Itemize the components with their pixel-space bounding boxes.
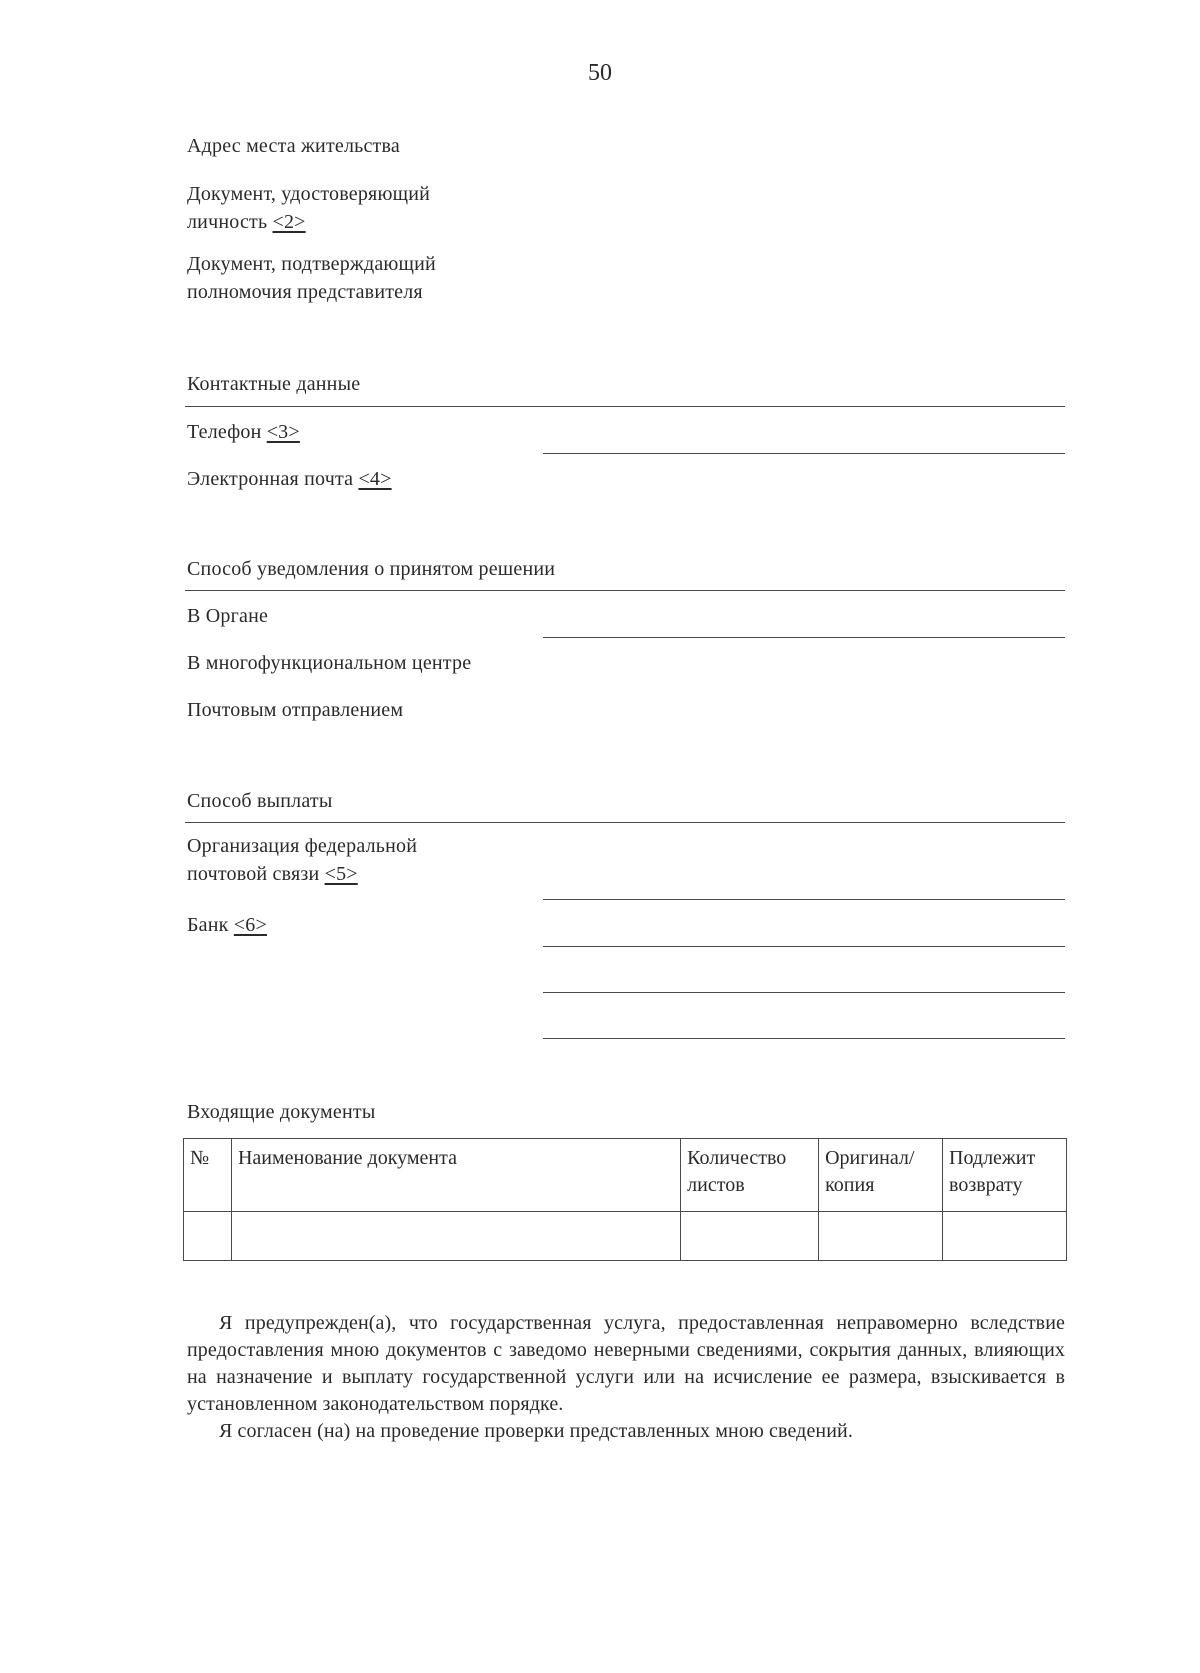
- incoming-docs-table: [183, 1138, 1067, 1261]
- footnote-ref-4[interactable]: <4>: [358, 468, 392, 490]
- footnote-ref-6[interactable]: <6>: [233, 914, 267, 936]
- table-header-row: [184, 1139, 1067, 1212]
- cell-original-copy[interactable]: [819, 1212, 943, 1261]
- notification-divider: [185, 590, 1065, 591]
- address-label: Адрес места жительства: [187, 135, 400, 157]
- payment-field-line-3[interactable]: [543, 992, 1065, 993]
- post-organization-label: [187, 832, 417, 888]
- notification-option-mail: Почтовым отправлением: [187, 699, 404, 721]
- phone-field-line[interactable]: [543, 453, 1065, 454]
- post-organization-line1: Организация федеральной: [187, 835, 418, 857]
- email-label: Электронная почта <4>: [187, 468, 392, 490]
- col-sheets-header: Количество листов: [681, 1139, 819, 1212]
- authority-document-label: [187, 250, 436, 306]
- cell-doc-name[interactable]: [231, 1212, 680, 1261]
- col-number-header: №: [184, 1139, 232, 1212]
- table-row[interactable]: [184, 1212, 1067, 1261]
- authority-document-line2: полномочия представителя: [187, 281, 423, 303]
- id-document-line1: Документ, удостоверяющий: [187, 183, 431, 205]
- notification-heading: Способ уведомления о принятом решении: [187, 558, 556, 580]
- payment-field-line-2[interactable]: [543, 946, 1065, 947]
- consent-paragraph: Я согласен (на) на проведение проверки представленных мною сведений.: [219, 1420, 853, 1442]
- authority-document-line1: Документ, подтверждающий: [187, 253, 436, 275]
- payment-divider: [185, 822, 1065, 823]
- notification-field-line[interactable]: [543, 637, 1065, 638]
- warning-paragraph: Я предупрежден(а), что государственная услуга, предоставленная неправомерно вследствие предоставления мною документов с заведомо неверными сведениями, сокрытия данных, влияющих на назначение и выплату государственной услуги или на исчисление ее размера, взыскивается в установленном законодательством порядке.: [187, 1312, 1065, 1415]
- col-return-header: Подлежит возврату: [943, 1139, 1067, 1212]
- footnote-ref-2[interactable]: <2>: [272, 211, 306, 233]
- notification-option-mfc: В многофункциональном центре: [187, 652, 472, 674]
- payment-field-line-4[interactable]: [543, 1038, 1065, 1039]
- col-doc-name-header: Наименование документа: [231, 1139, 680, 1212]
- contacts-divider: [185, 406, 1065, 407]
- payment-field-line-1[interactable]: [543, 899, 1065, 900]
- payment-heading: Способ выплаты: [187, 790, 333, 812]
- bank-label: Банк <6>: [187, 914, 267, 936]
- footnote-ref-3[interactable]: <3>: [266, 421, 300, 443]
- cell-sheets[interactable]: [681, 1212, 819, 1261]
- notification-option-organ: В Органе: [187, 605, 269, 627]
- footnote-ref-5[interactable]: <5>: [324, 863, 358, 885]
- cell-return[interactable]: [943, 1212, 1067, 1261]
- page-number: 50: [588, 60, 612, 86]
- post-organization-line2: почтовой связи <5>: [187, 863, 358, 885]
- id-document-label: [187, 180, 430, 236]
- id-document-line2: личность <2>: [187, 211, 306, 233]
- cell-number[interactable]: [184, 1212, 232, 1261]
- col-original-copy-header: Оригинал/ копия: [819, 1139, 943, 1212]
- phone-label: Телефон <3>: [187, 421, 300, 443]
- incoming-docs-heading: Входящие документы: [187, 1101, 376, 1123]
- contacts-heading: Контактные данные: [187, 373, 361, 395]
